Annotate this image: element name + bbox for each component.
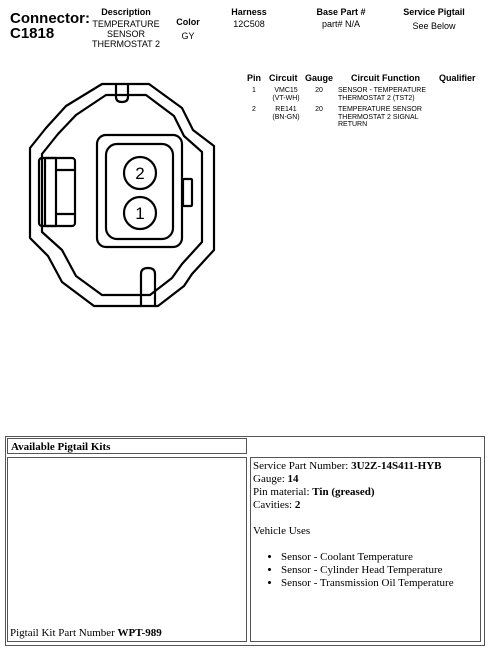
gauge-value: 14	[287, 473, 299, 485]
pigtail-kit-part-number	[10, 627, 162, 639]
list-item: • Sensor - Cylinder Head Temperature	[281, 564, 478, 577]
color-header: Color	[176, 17, 200, 27]
base-part-header: Base Part #	[316, 7, 366, 17]
service-pigtail-header: Service Pigtail	[403, 7, 465, 17]
pin-material-label: Pin material:	[253, 486, 313, 498]
pin-material-line	[253, 486, 478, 499]
housing-inner	[42, 95, 202, 295]
cavities-label: Cavities:	[253, 499, 295, 511]
cavity-1-label: 1	[135, 204, 145, 223]
pigtail-details	[250, 457, 481, 642]
function-cell	[338, 87, 458, 102]
circuit-cell	[266, 87, 306, 102]
base-part-value: part# N/A	[321, 19, 361, 29]
function-header: Circuit Function	[351, 73, 420, 83]
left-latch-tab	[45, 158, 56, 226]
service-part-value: 3U2Z-14S411-HYB	[351, 460, 442, 472]
service-part-label: Service Part Number:	[253, 460, 352, 472]
cavity-block-inner	[106, 144, 173, 239]
connector-face-diagram	[18, 78, 228, 314]
gauge-cell: 20	[315, 106, 323, 113]
function-line: THERMOSTAT 2 SIGNAL	[338, 113, 419, 121]
harness-value: 12C508	[233, 19, 265, 29]
description-value	[83, 19, 169, 49]
function-line: THERMOSTAT 2 (TST2)	[338, 94, 415, 102]
harness-header: Harness	[231, 7, 267, 17]
color-value: GY	[181, 31, 195, 41]
kit-part-value: WPT-989	[117, 627, 162, 639]
vehicle-uses-list	[253, 551, 478, 590]
circuit-header: Circuit	[269, 73, 298, 83]
connector-label-block	[10, 11, 90, 41]
gauge-cell: 20	[315, 87, 323, 94]
pigtail-image-area	[7, 457, 247, 642]
pigtail-kits-heading: Available Pigtail Kits	[7, 438, 247, 454]
description-line: THERMOSTAT 2	[91, 39, 160, 49]
pin-number: 2	[252, 106, 256, 113]
gauge-label: Gauge:	[253, 473, 288, 485]
description-line: TEMPERATURE	[92, 19, 160, 29]
pin-header: Pin	[247, 73, 262, 83]
bottom-key-notch	[141, 268, 155, 306]
circuit-color: (VT-WH)	[272, 94, 300, 102]
description-line: SENSOR	[106, 29, 145, 39]
cavity-block-outer	[97, 135, 182, 247]
kit-part-label: Pigtail Kit Part Number	[10, 627, 118, 639]
housing-outer	[30, 84, 214, 306]
qualifier-header: Qualifier	[439, 73, 476, 83]
gauge-header: Gauge	[305, 73, 334, 83]
top-key-notch	[116, 84, 128, 102]
service-part-number	[253, 460, 478, 473]
circuit-code: VMC15	[274, 87, 298, 94]
description-header: Description	[101, 7, 151, 17]
connector-id: C1818	[10, 25, 55, 42]
circuit-code: RE141	[275, 106, 297, 113]
function-line: TEMPERATURE SENSOR	[338, 106, 422, 113]
circuit-cell	[266, 106, 306, 121]
service-pigtail-value: See Below	[412, 21, 456, 31]
right-tab	[183, 179, 192, 206]
list-item: • Sensor - Coolant Temperature	[281, 551, 478, 564]
connector-label: Connector:	[10, 10, 90, 27]
vehicle-uses-label: Vehicle Uses	[253, 525, 311, 537]
cavity-2-label: 2	[135, 164, 145, 183]
cavities-line	[253, 499, 478, 512]
function-line: SENSOR - TEMPERATURE	[338, 87, 427, 94]
circuit-color: (BN-GN)	[272, 113, 300, 121]
pin-number: 1	[252, 87, 256, 94]
function-cell	[338, 106, 458, 129]
pin-material-value: Tin (greased)	[312, 486, 375, 498]
list-item: • Sensor - Transmission Oil Temperature	[281, 577, 478, 590]
cavities-value: 2	[294, 499, 301, 511]
gauge-line	[253, 473, 478, 486]
function-line: RETURN	[338, 121, 368, 128]
